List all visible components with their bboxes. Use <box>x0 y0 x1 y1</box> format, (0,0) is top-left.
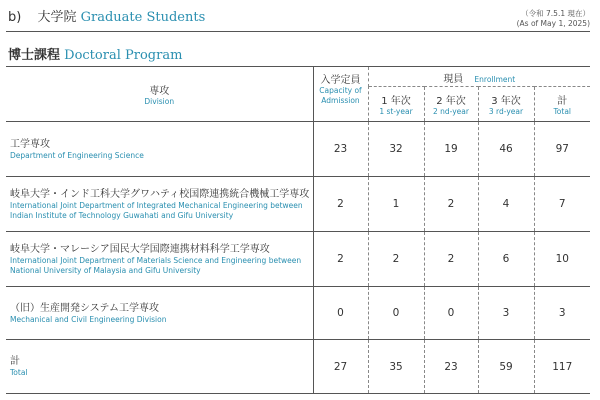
year1-cell: 1 <box>368 177 424 232</box>
subsection-title-jp: 博士課程 <box>8 48 61 63</box>
header-total: 計 Total <box>534 87 590 122</box>
division-cell: 岐阜大学・インド工科大学グワハティ校国際連携統合機械工学専攻 International Joint Department of Integrated Mechanical Engineering between Indian Institute of Technology Guwahati and Gifu University <box>6 177 313 232</box>
table-row <box>6 232 590 287</box>
year2-cell: 19 <box>424 122 478 177</box>
capacity-cell: 0 <box>313 287 368 340</box>
table-row <box>6 122 590 177</box>
total-cell: 117 <box>534 340 590 394</box>
year1-cell: 0 <box>368 287 424 340</box>
section-letter: b) <box>8 10 22 25</box>
subsection-title <box>8 44 182 63</box>
year3-cell: 6 <box>478 232 534 287</box>
year2-cell: 23 <box>424 340 478 394</box>
doctoral-enrollment-table <box>6 66 590 394</box>
total-cell: 97 <box>534 122 590 177</box>
capacity-cell: 2 <box>313 177 368 232</box>
section-title-jp: 大学院 <box>37 10 77 25</box>
table-row <box>6 287 590 340</box>
division-cell: 計 Total <box>6 340 313 394</box>
header-year2: 2 年次 2 nd-year <box>424 87 478 122</box>
header-capacity: 入学定員 Capacity of Admission <box>313 67 368 122</box>
division-cell: 工学専攻 Department of Engineering Science <box>6 122 313 177</box>
header-year3: 3 年次 3 rd-year <box>478 87 534 122</box>
section-title <box>8 6 205 25</box>
year2-cell: 2 <box>424 177 478 232</box>
year2-cell: 2 <box>424 232 478 287</box>
header-year1: 1 年次 1 st-year <box>368 87 424 122</box>
year2-cell: 0 <box>424 287 478 340</box>
year3-cell: 4 <box>478 177 534 232</box>
division-cell: （旧）生産開発システム工学専攻 Mechanical and Civil Engineering Division <box>6 287 313 340</box>
total-cell: 10 <box>534 232 590 287</box>
capacity-cell: 2 <box>313 232 368 287</box>
header-rule <box>6 31 590 32</box>
year1-cell: 2 <box>368 232 424 287</box>
year3-cell: 59 <box>478 340 534 394</box>
as-of-jp: （令和 7.5.1 現在） <box>521 9 590 18</box>
table-row <box>6 177 590 232</box>
header-division: 専攻 Division <box>6 67 313 122</box>
table-row-total <box>6 340 590 394</box>
capacity-cell: 23 <box>313 122 368 177</box>
year3-cell: 46 <box>478 122 534 177</box>
year3-cell: 3 <box>478 287 534 340</box>
year1-cell: 32 <box>368 122 424 177</box>
capacity-cell: 27 <box>313 340 368 394</box>
header-enrollment: 現員 Enrollment <box>368 67 590 87</box>
division-cell: 岐阜大学・マレーシア国民大学国際連携材料科学工学専攻 International Joint Department of Materials Science and Engineering between National University of Malaysia and Gifu University <box>6 232 313 287</box>
as-of-en: (As of May 1, 2025) <box>516 19 590 28</box>
subsection-title-en: Doctoral Program <box>64 48 183 63</box>
section-title-en: Graduate Students <box>80 10 206 25</box>
total-cell: 7 <box>534 177 590 232</box>
total-cell: 3 <box>534 287 590 340</box>
year1-cell: 35 <box>368 340 424 394</box>
as-of-date <box>517 9 590 29</box>
